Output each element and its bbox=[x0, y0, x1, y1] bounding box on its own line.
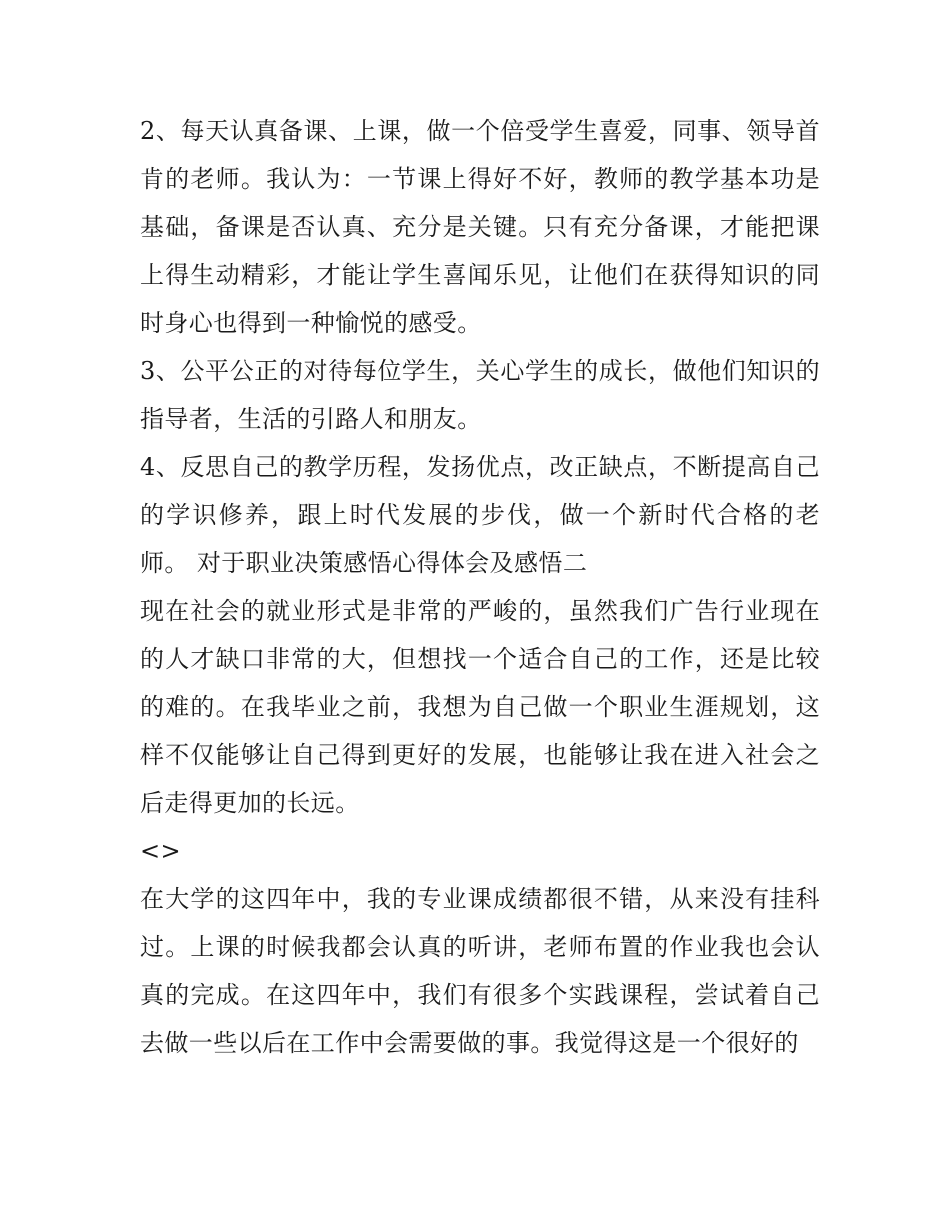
paragraph-self-reflection: 4、反思自己的教学历程，发扬优点，改正缺点，不断提高自己的学识修养，跟上时代发展的步伐，做一个新时代合格的老师。 对于职业决策感悟心得体会及感悟二 bbox=[140, 453, 820, 577]
paragraph-fair-treatment: 3、公平公正的对待每位学生，关心学生的成长，做他们知识的指导者，生活的引路人和朋友。 bbox=[140, 357, 820, 433]
document-body bbox=[140, 107, 820, 1067]
paragraph-employment-situation: 现在社会的就业形式是非常的严峻的，虽然我们广告行业现在的人才缺口非常的大，但想找一个适合自己的工作，还是比较的难的。在我毕业之前，我想为自己做一个职业生涯规划，这样不仅能够让自己得到更好的发展，也能够让我在进入社会之后走得更加的长远。 bbox=[140, 597, 820, 817]
paragraph-lesson-preparation: 2、每天认真备课、上课，做一个倍受学生喜爱，同事、领导首肯的老师。我认为：一节课上得好不好，教师的教学基本功是基础，备课是否认真、充分是关键。只有充分备课，才能把课上得生动精彩，才能让学生喜闻乐见，让他们在获得知识的同时身心也得到一种愉悦的感受。 bbox=[140, 117, 820, 337]
paragraph-placeholder-marker: <> bbox=[140, 837, 182, 865]
paragraph-university-years: 在大学的这四年中，我的专业课成绩都很不错，从来没有挂科过。上课的时候我都会认真的听讲，老师布置的作业我也会认真的完成。在这四年中，我们有很多个实践课程，尝试着自己去做一些以后在工作中会需要做的事。我觉得这是一个很好的 bbox=[140, 885, 820, 1057]
